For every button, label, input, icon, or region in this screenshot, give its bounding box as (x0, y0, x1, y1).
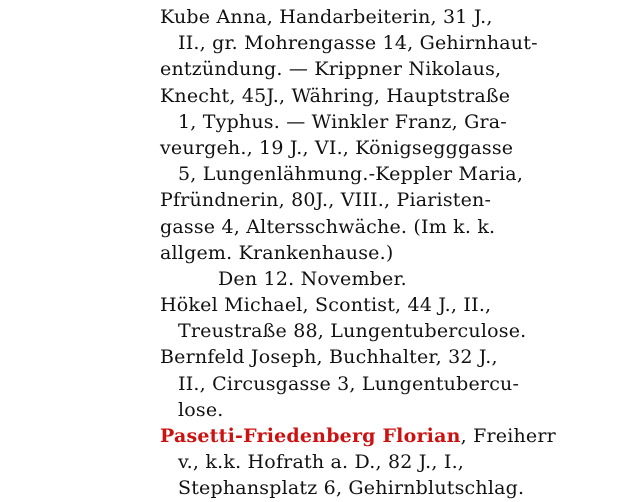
highlighted-entry-rest: , Freiherr (460, 425, 556, 447)
highlighted-entry-first-line (160, 423, 556, 449)
date-heading: Den 12. November. (218, 267, 407, 290)
entry-line: 1, Typhus. — Winkler Franz, Gra- (178, 110, 507, 133)
entry-line: Bernfeld Joseph, Buchhalter, 32 J., (160, 346, 498, 369)
entry-line: 5, Lungenlähmung.-Keppler Maria, (178, 163, 524, 186)
entry-line: veurgeh., 19 J., VI., Königsegggasse (160, 136, 514, 159)
highlighted-name: Pasetti-Friedenberg Florian (160, 425, 461, 447)
entry-line: v., k.k. Hofrath a. D., 82 J., I., (178, 451, 465, 474)
entry-line: II., Circusgasse 3, Lungentubercu- (178, 372, 520, 395)
text-column (160, 4, 556, 502)
entry-line: Treustraße 88, Lungentuberculose. (178, 320, 527, 343)
entry-line: entzündung. — Krippner Nikolaus, (160, 58, 502, 81)
entry-line: Stephansplatz 6, Gehirnblutschlag. (178, 477, 525, 500)
entry-line: lose. (178, 398, 224, 421)
entry-line: II., gr. Mohrengasse 14, Gehirnhaut- (178, 32, 538, 55)
entry-line: allgem. Krankenhause.) (160, 241, 394, 264)
entry-line: Knecht, 45J., Währing, Hauptstraße (160, 84, 511, 107)
entry-line: Hökel Michael, Scontist, 44 J., II., (160, 294, 492, 317)
entry-line: Kube Anna, Handarbeiterin, 31 J., (160, 6, 493, 28)
entry-line: gasse 4, Altersschwäche. (Im k. k. (160, 215, 496, 238)
entry-line: Pfründnerin, 80J., VIII., Piaristen- (160, 189, 492, 212)
